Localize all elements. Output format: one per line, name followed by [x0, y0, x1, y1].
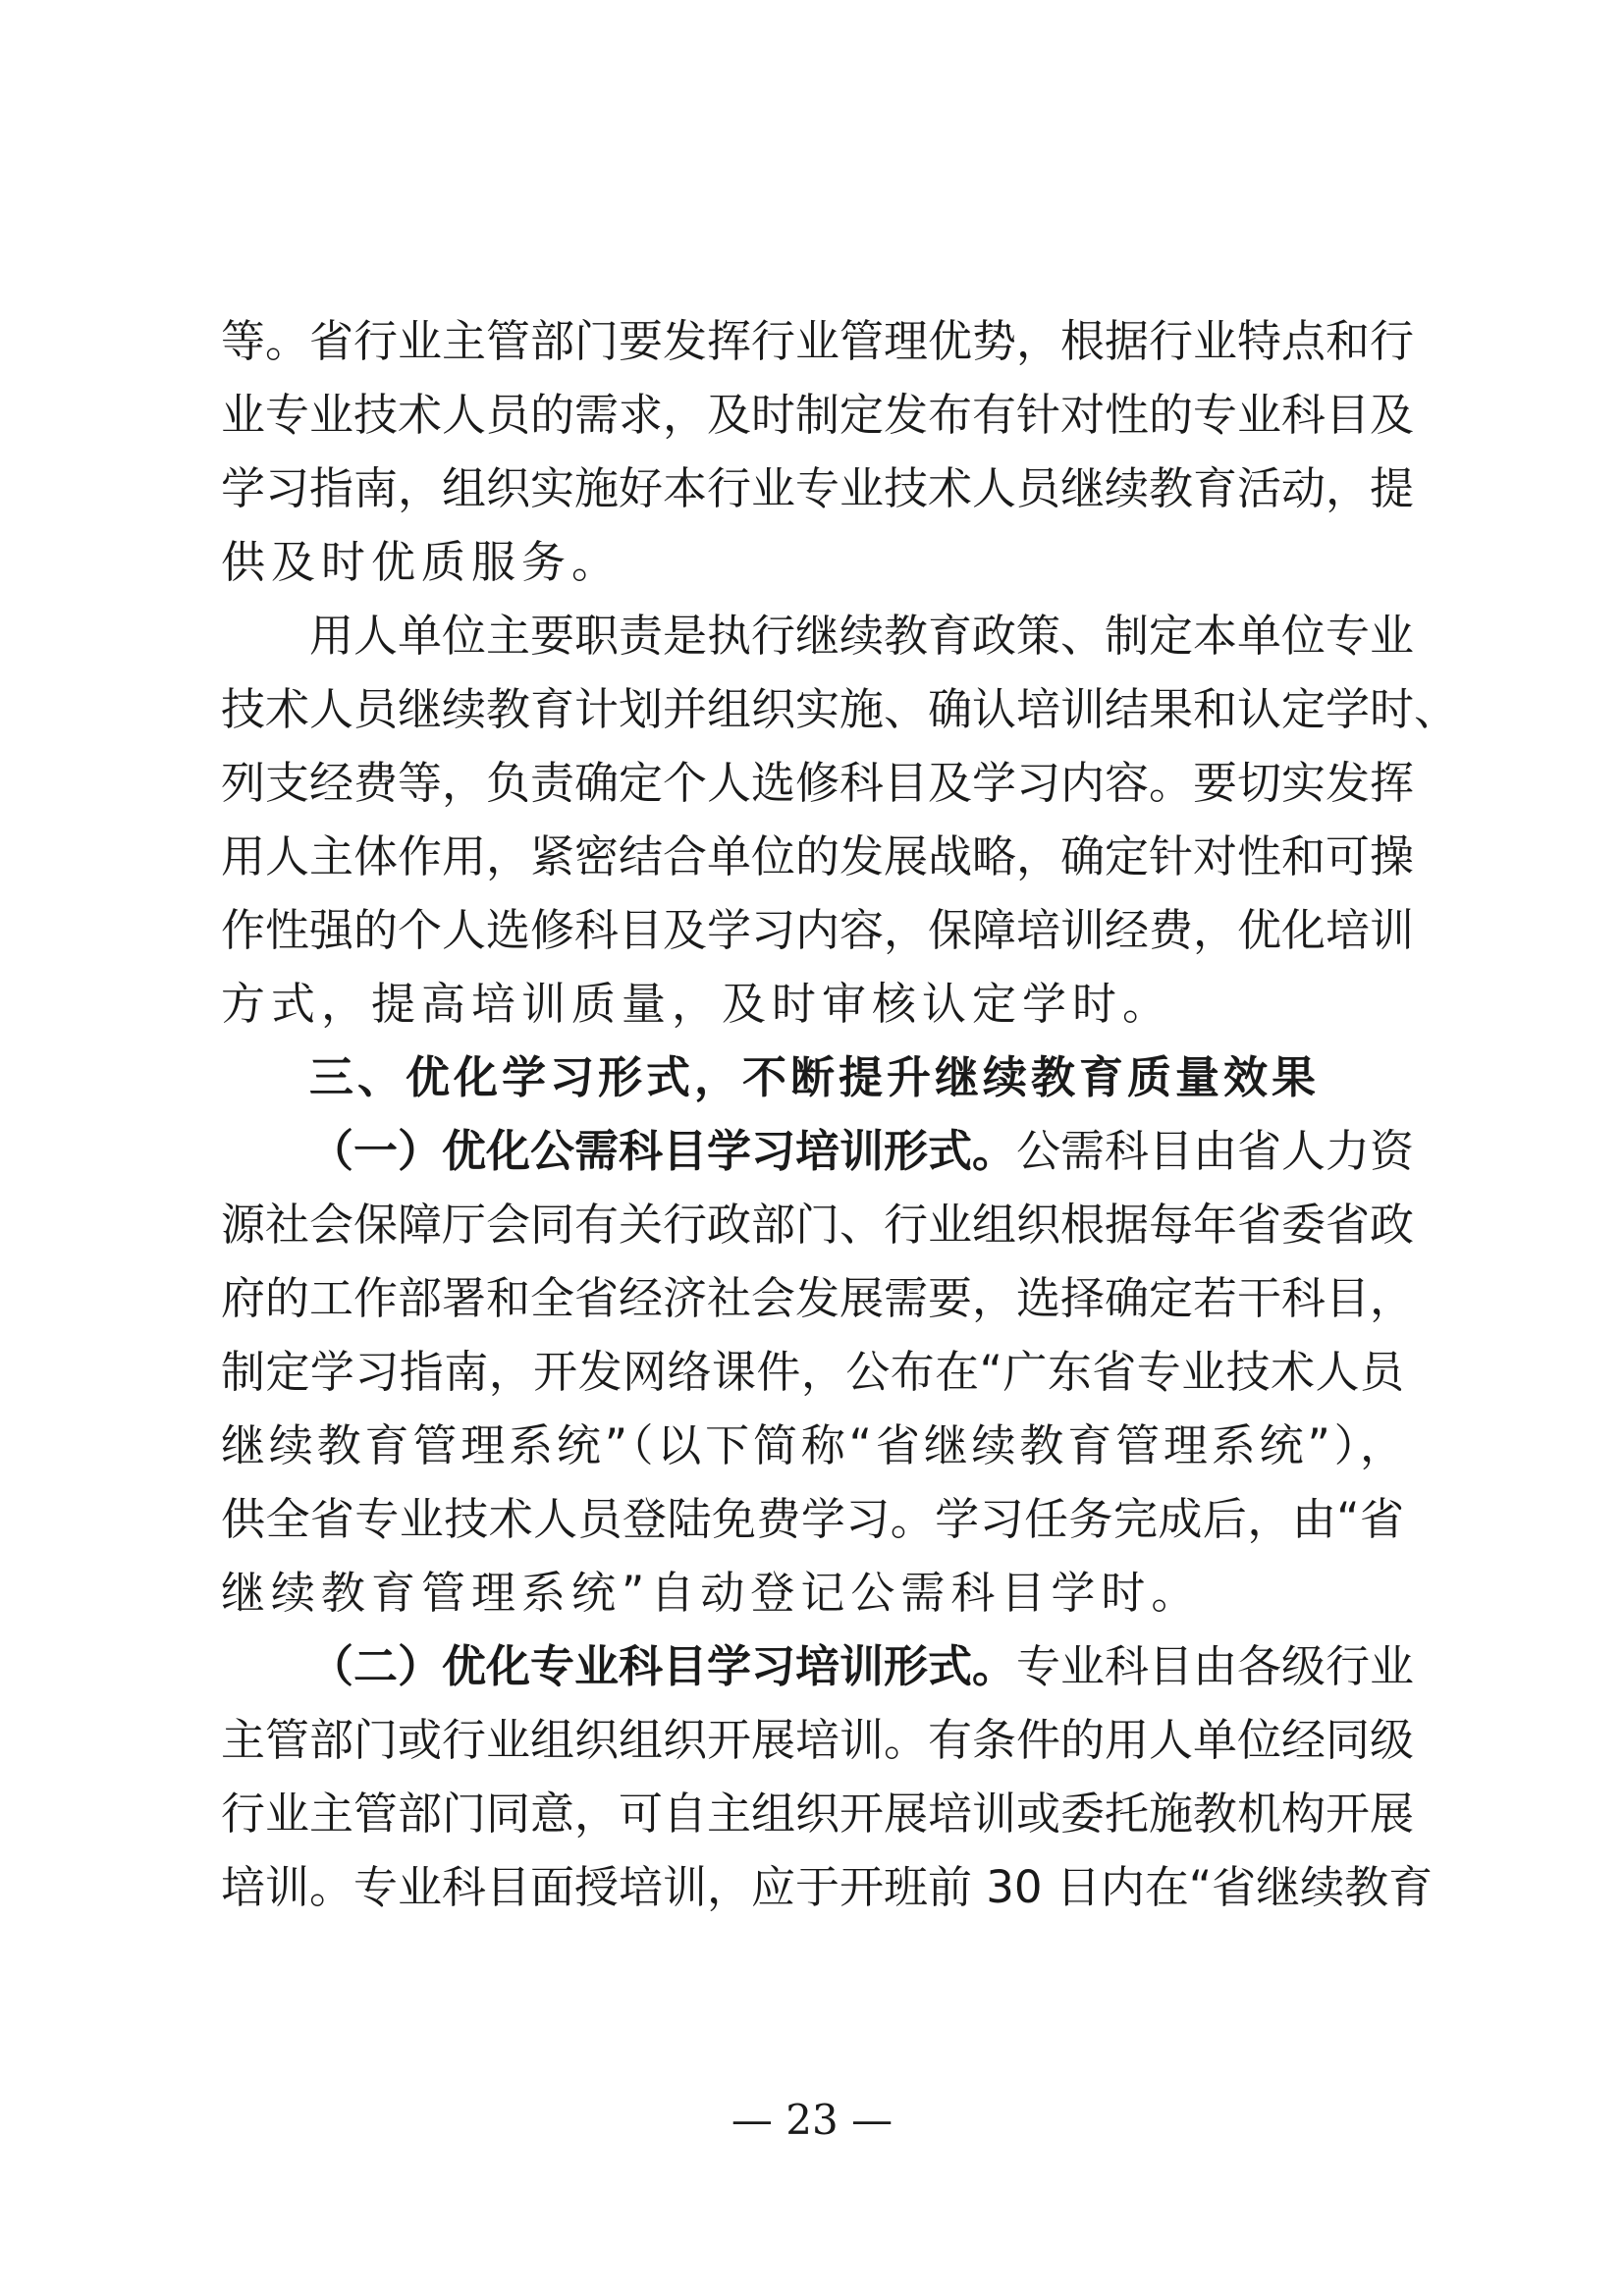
body-text-line: 作性强的个人选修科目及学习内容，保障培训经费，优化培训 [221, 904, 1415, 956]
body-text-line: 供及时优质服务。 [221, 536, 623, 588]
body-text-line: 等。省行业主管部门要发挥行业管理优势，根据行业特点和行 [221, 315, 1415, 367]
body-text-line: 技术人员继续教育计划并组织实施、确认培训结果和认定学时、 [221, 683, 1459, 735]
subsection-lead: （一）优化公需科目学习培训形式。 [309, 1125, 1017, 1177]
body-text-line: 府的工作部署和全省经济社会发展需要，选择确定若干科目， [221, 1272, 1415, 1324]
page-number: — 23 — [731, 2096, 893, 2144]
body-text-run: 专业科目由各级行业 [1016, 1640, 1415, 1692]
body-text-line: 培训。专业科目面授培训，应于开班前 30 日内在“省继续教育 [221, 1861, 1434, 1913]
body-text-run: 公需科目由省人力资 [1016, 1125, 1415, 1177]
body-text-line: 业专业技术人员的需求，及时制定发布有针对性的专业科目及 [221, 389, 1415, 441]
body-text-line: 主管部门或行业组织组织开展培训。有条件的用人单位经同级 [221, 1714, 1415, 1766]
body-text-line: 制定学习指南，开发网络课件，公布在“广东省专业技术人员 [221, 1346, 1404, 1398]
body-text-line: 继续教育管理系统”（以下简称“省继续教育管理系统”）， [221, 1419, 1404, 1471]
body-text-line: 方式，提高培训质量，及时审核认定学时。 [221, 978, 1173, 1030]
body-text-line: 供全省专业技术人员登陆免费学习。学习任务完成后，由“省 [221, 1493, 1404, 1545]
body-text-line: 学习指南，组织实施好本行业专业技术人员继续教育活动，提 [221, 462, 1415, 514]
subsection-lead: （二）优化专业科目学习培训形式。 [309, 1640, 1017, 1692]
body-text-line [309, 1122, 1415, 1181]
body-text-line [309, 1637, 1415, 1696]
body-text-line: 行业主管部门同意，可自主组织开展培训或委托施教机构开展 [221, 1788, 1415, 1840]
body-text-line: 用人单位主要职责是执行继续教育政策、制定本单位专业 [309, 610, 1415, 662]
body-text-line: 源社会保障厅会同有关行政部门、行业组织根据每年省委省政 [221, 1199, 1415, 1251]
body-text-line: 用人主体作用，紧密结合单位的发展战略，确定针对性和可操 [221, 830, 1415, 882]
body-text-line: 继续教育管理系统”自动登记公需科目学时。 [221, 1567, 1202, 1619]
section-heading: 三、优化学习形式，不断提升继续教育质量效果 [309, 1051, 1321, 1103]
body-text-line: 列支经费等，负责确定个人选修科目及学习内容。要切实发挥 [221, 757, 1415, 809]
